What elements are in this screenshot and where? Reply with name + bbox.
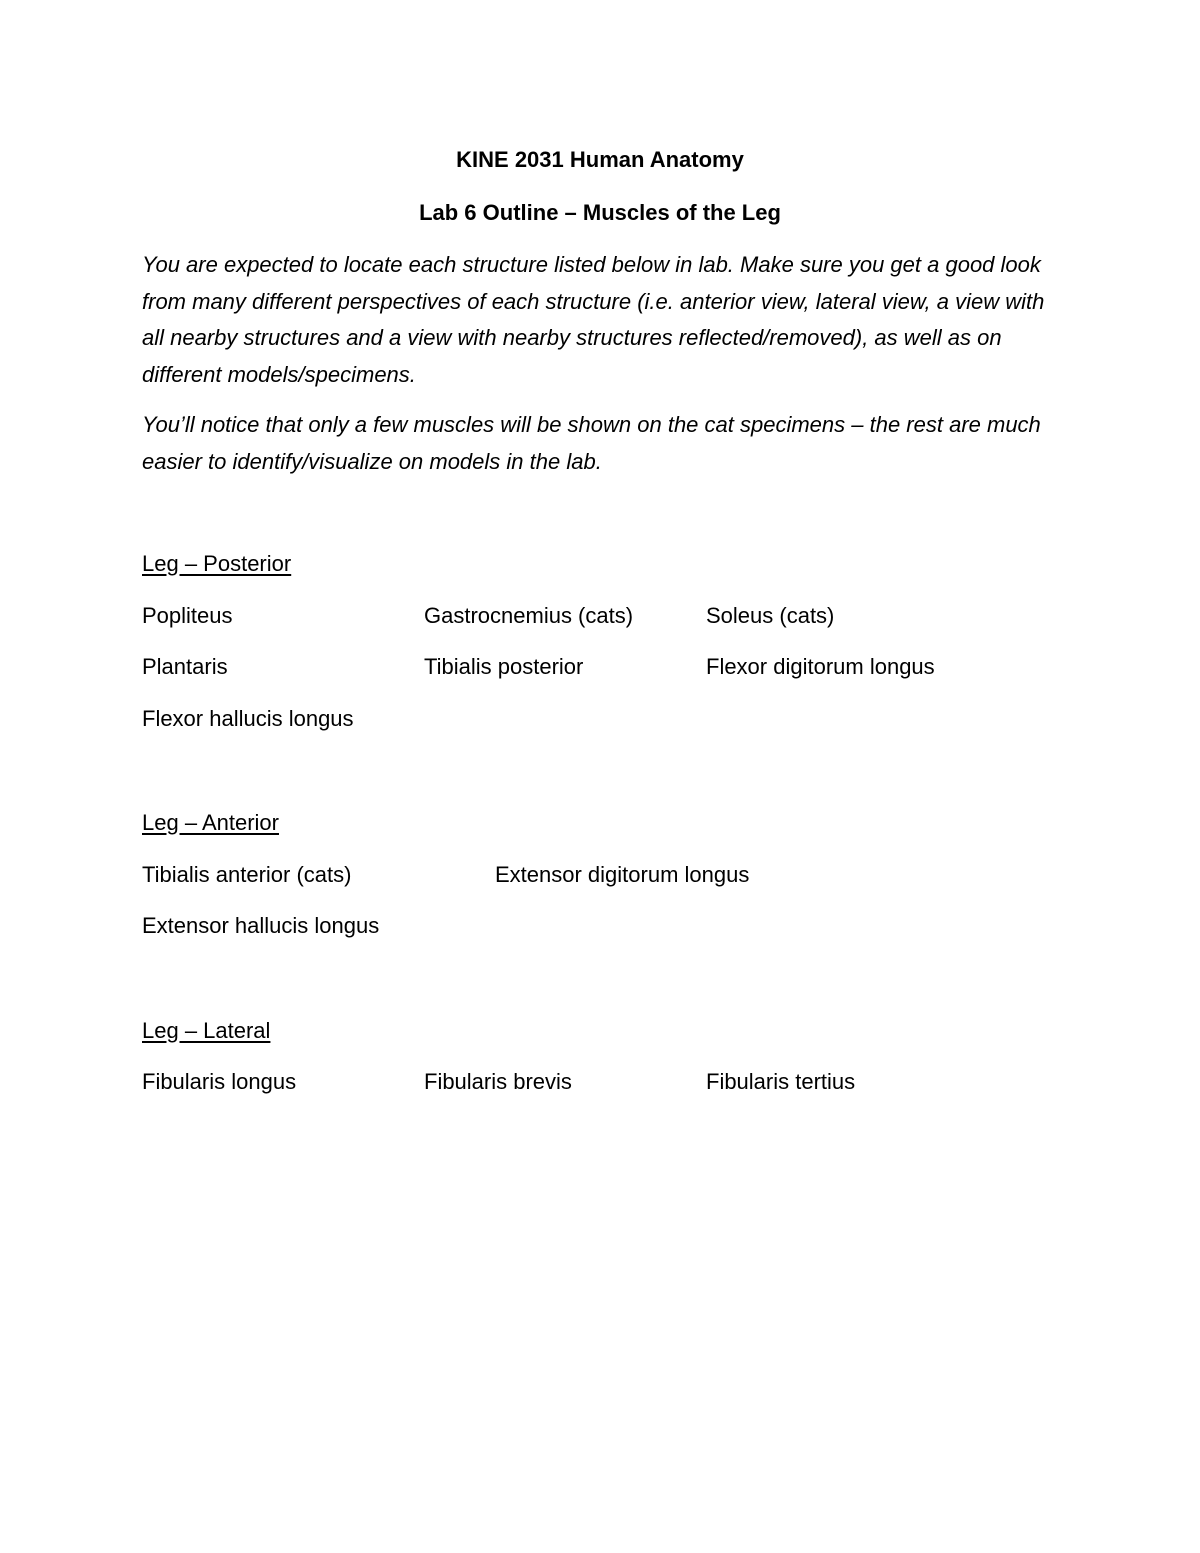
list-item: Popliteus <box>142 603 233 628</box>
list-item: Fibularis tertius <box>706 1069 856 1094</box>
document-subtitle: Lab 6 Outline – Muscles of the Leg <box>419 200 781 225</box>
section-heading-anterior: Leg – Anterior <box>142 810 279 835</box>
document-title: KINE 2031 Human Anatomy <box>456 147 744 172</box>
list-item: Fibularis longus <box>142 1069 297 1094</box>
list-item: Fibularis brevis <box>424 1069 572 1094</box>
instructions-paragraph: You are expected to locate each structure listed below in lab. Make sure you get a good look from many different perspectives of each structure (i.e. anterior view, lateral view, a view with all nearby structures and a view with nearby structures reflected/removed), as well as on different models/specimens. <box>142 252 1045 387</box>
list-item: Extensor hallucis longus <box>142 913 380 938</box>
list-item: Extensor digitorum longus <box>495 862 750 887</box>
list-item: Soleus (cats) <box>706 603 835 628</box>
section-heading-lateral: Leg – Lateral <box>142 1018 271 1043</box>
list-item: Plantaris <box>142 654 228 679</box>
list-item: Flexor hallucis longus <box>142 706 354 731</box>
list-item: Flexor digitorum longus <box>706 654 935 679</box>
list-item: Tibialis posterior <box>424 654 584 679</box>
section-heading-posterior: Leg – Posterior <box>142 551 292 576</box>
list-item: Tibialis anterior (cats) <box>142 862 352 887</box>
list-item: Gastrocnemius (cats) <box>424 603 634 628</box>
note-paragraph: You’ll notice that only a few muscles will be shown on the cat specimens – the rest are much easier to identify/visualize on models in the lab. <box>142 412 1041 474</box>
